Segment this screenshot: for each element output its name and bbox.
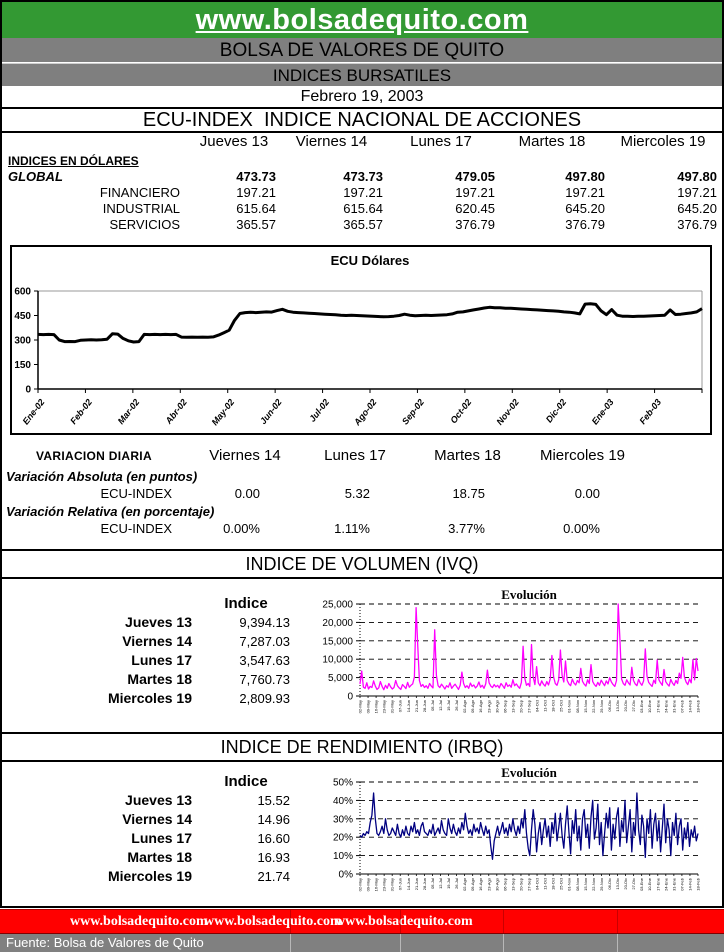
cell: 7,760.73 [239,672,290,687]
col-header: Miercoles 19 [620,133,706,150]
svg-text:20-Sep: 20-Sep [518,700,524,713]
svg-text:26-Jul: 26-Jul [454,700,460,711]
spacer [0,132,190,152]
svg-text:26-Jul: 26-Jul [454,878,460,889]
col-header: Miercoles 19 [539,447,626,464]
col-header: Viernes 14 [295,133,368,150]
row-label: Martes 18 [127,671,192,687]
svg-text:Mar-02: Mar-02 [115,397,142,427]
group-label: INDICES EN DÓLARES [8,154,139,168]
table-row [56,651,296,670]
volume-section-title: INDICE DE VOLUMEN (IVQ) [0,549,724,579]
svg-text:11-Oct: 11-Oct [542,878,548,890]
table-row [0,201,724,217]
svg-text:14-Feb: 14-Feb [687,878,693,891]
cell: 645.20 [565,201,605,216]
svg-text:02-May: 02-May [357,700,363,714]
table-row [56,848,296,867]
svg-text:09-May: 09-May [365,878,371,892]
svg-text:25-Oct: 25-Oct [558,700,564,713]
cell: 0.00% [223,521,260,536]
cell: 197.21 [236,185,276,200]
ivq-evolution-chart [304,586,710,730]
divider [290,934,291,952]
svg-text:17-Ene: 17-Ene [655,878,661,891]
yield-table [56,772,296,886]
col-header: Indice [224,773,268,790]
spacer [56,772,196,791]
cell: 2,809.93 [239,691,290,706]
col-header: Indice [224,595,268,612]
svg-text:06-Sep: 06-Sep [502,878,508,891]
row-label: Viernes 14 [122,633,192,649]
row-label: Miercoles 19 [107,690,192,706]
svg-text:10-Ene: 10-Ene [647,878,653,891]
ecu-dolares-chart [10,245,712,435]
svg-text:Jul-02: Jul-02 [307,397,332,424]
svg-text:Ago-02: Ago-02 [351,397,379,428]
svg-text:06-Dic: 06-Dic [606,700,612,712]
svg-text:Dic-02: Dic-02 [543,397,569,425]
svg-text:Feb-03: Feb-03 [637,397,664,427]
svg-text:02-Ago: 02-Ago [462,700,468,713]
cell: 1.11% [334,521,370,536]
svg-text:23-Ago: 23-Ago [486,700,492,713]
cell: 376.79 [565,217,605,232]
svg-text:22-Nov: 22-Nov [590,878,596,891]
svg-text:19-Jul: 19-Jul [446,878,452,889]
svg-text:25-Oct: 25-Oct [558,878,564,891]
svg-text:300: 300 [14,335,31,347]
svg-text:10,000: 10,000 [322,654,353,666]
cell: 376.79 [455,217,495,232]
svg-text:50%: 50% [332,777,353,789]
svg-text:29-Nov: 29-Nov [598,878,604,891]
volume-table [56,594,296,708]
table-row [56,632,296,651]
svg-text:03-Ene: 03-Ene [639,700,645,713]
table-row [56,829,296,848]
svg-text:Feb-02: Feb-02 [68,397,95,427]
svg-text:27-Sep: 27-Sep [526,878,532,891]
svg-text:19-Jul: 19-Jul [446,700,452,711]
col-header: Lunes 17 [324,447,386,464]
svg-text:25,000: 25,000 [322,599,353,611]
svg-text:30-Ago: 30-Ago [494,700,500,713]
svg-text:20-Dic: 20-Dic [623,700,629,712]
footer-site-link[interactable]: www.bolsadequito.com [204,914,342,929]
table-row [56,689,296,708]
footer-link-bar [0,909,724,934]
svg-text:May-02: May-02 [209,397,237,428]
divider [617,910,618,933]
table-row [0,217,724,233]
svg-text:Jun-02: Jun-02 [257,397,284,427]
svg-text:24-Ene: 24-Ene [663,878,669,891]
svg-text:31-Ene: 31-Ene [671,878,677,891]
svg-text:20-Dic: 20-Dic [623,878,629,890]
svg-text:16-May: 16-May [373,700,379,714]
spacer [56,594,196,613]
table-row [0,520,724,538]
divider [503,934,504,952]
cell: 15.52 [257,793,290,808]
svg-text:18-Oct: 18-Oct [550,700,556,713]
header-banner [2,2,722,38]
cell: 14.96 [257,812,290,827]
relative-variation-label: Variación Relativa (en porcentaje) [6,504,215,519]
svg-text:Evolución: Evolución [501,765,557,780]
report-date: Febrero 19, 2003 [2,86,722,109]
svg-text:27-Sep: 27-Sep [526,700,532,713]
table-row [0,485,724,503]
svg-text:13-Sep: 13-Sep [510,878,516,891]
svg-text:21-Jun: 21-Jun [413,878,419,891]
svg-text:150: 150 [14,360,31,371]
cell: 376.79 [677,217,717,232]
svg-text:ECU Dólares: ECU Dólares [330,253,410,268]
svg-text:Ene-02: Ene-02 [20,397,47,427]
svg-text:10%: 10% [332,851,353,863]
svg-text:07-Feb: 07-Feb [679,878,685,891]
svg-text:28-Jun: 28-Jun [421,878,427,891]
svg-text:01-Nov: 01-Nov [566,700,572,713]
svg-text:07-Jun: 07-Jun [397,878,403,891]
svg-text:07-Jun: 07-Jun [397,700,403,713]
row-label: Martes 18 [127,849,192,865]
svg-text:14-Feb: 14-Feb [687,700,693,713]
table-header-row [56,772,296,791]
cell: 620.45 [455,201,495,216]
report-subtitle: INDICES BURSATILES [2,63,722,86]
divider [503,910,504,933]
source-text: Fuente: Bolsa de Valores de Quito [6,935,204,950]
svg-text:23-Ago: 23-Ago [486,878,492,891]
cell: 365.57 [343,217,383,232]
ecu-chart-canvas [12,247,710,438]
svg-text:27-Dic: 27-Dic [631,878,637,890]
svg-text:14-Jun: 14-Jun [405,878,411,891]
svg-text:20%: 20% [332,832,353,844]
divider [290,910,291,933]
row-label: Lunes 17 [131,652,192,668]
row-label: FINANCIERO [99,185,180,200]
row-label: SERVICIOS [109,217,180,232]
svg-text:18-Feb: 18-Feb [695,700,701,713]
svg-text:Abr-02: Abr-02 [163,397,189,426]
svg-text:16-May: 16-May [373,878,379,892]
svg-text:600: 600 [14,286,31,298]
cell: 479.05 [455,169,495,184]
row-label: GLOBAL [8,169,63,184]
cell: 16.93 [257,850,290,865]
site-link[interactable]: www.bolsadequito.com [195,4,529,36]
svg-text:Sep-02: Sep-02 [399,397,427,427]
cell: 197.21 [455,185,495,200]
svg-text:05-Jul: 05-Jul [429,878,435,889]
table-header-row [56,594,296,613]
svg-text:03-Ene: 03-Ene [639,878,645,891]
variacion-section [0,444,724,538]
svg-text:02-Ago: 02-Ago [462,878,468,891]
svg-text:18-Feb: 18-Feb [695,878,701,891]
absolute-variation-label: Variación Absoluta (en puntos) [6,469,198,484]
svg-text:0: 0 [25,384,31,396]
cell: 365.57 [236,217,276,232]
cell: 9,394.13 [239,615,290,630]
variacion-title: VARIACION DIARIA [36,449,152,463]
cell: 5.32 [344,486,370,501]
svg-text:15-Nov: 15-Nov [582,878,588,891]
cell: 3,547.63 [239,653,290,668]
org-title: BOLSA DE VALORES DE QUITO [2,38,722,62]
yield-section-title: INDICE DE RENDIMIENTO (IRBQ) [0,732,724,762]
col-header: Martes 18 [434,447,501,464]
cell: 18.75 [452,486,485,501]
row-label: Jueves 13 [125,614,192,630]
cell: 197.21 [565,185,605,200]
svg-text:Ene-03: Ene-03 [589,397,616,427]
cell: 197.21 [343,185,383,200]
cell: 615.64 [343,201,383,216]
col-header: Martes 18 [518,133,586,150]
table-row [56,613,296,632]
svg-text:12-Jul: 12-Jul [437,878,443,889]
svg-text:05-Jul: 05-Jul [429,700,435,711]
svg-text:17-Ene: 17-Ene [655,700,661,713]
svg-text:0: 0 [347,691,353,703]
svg-text:07-Feb: 07-Feb [679,700,685,713]
ecu-index-title: ECU-INDEX INDICE NACIONAL DE ACCIONES [2,109,722,133]
cell: 16.60 [257,831,290,846]
svg-text:13-Sep: 13-Sep [510,700,516,713]
svg-text:06-Dic: 06-Dic [606,878,612,890]
ivq-chart-canvas [304,586,710,735]
divider [400,910,401,933]
row-label: Viernes 14 [122,811,192,827]
svg-text:0%: 0% [338,869,353,881]
svg-text:20,000: 20,000 [322,617,353,629]
cell: 0.00% [563,521,600,536]
row-label: Lunes 17 [131,830,192,846]
cell: 197.21 [677,185,717,200]
row-label: ECU-INDEX [100,486,172,501]
footer-site-link[interactable]: www.bolsadequito.com [70,914,208,929]
col-header: Jueves 13 [199,133,269,150]
svg-text:02-May: 02-May [357,878,363,892]
col-header: Viernes 14 [209,447,281,464]
col-header: Lunes 17 [410,133,472,150]
svg-text:Oct-02: Oct-02 [448,397,474,426]
svg-text:30-Ago: 30-Ago [494,878,500,891]
irbq-evolution-chart [304,764,710,908]
svg-text:5,000: 5,000 [327,673,353,685]
irbq-chart-canvas [304,764,710,913]
svg-text:21-Jun: 21-Jun [413,700,419,713]
svg-text:23-May: 23-May [381,700,387,714]
indices-table [0,132,724,233]
svg-text:11-Oct: 11-Oct [542,700,548,712]
table-row [0,169,724,185]
svg-text:13-Dic: 13-Dic [615,700,621,712]
svg-text:31-Ene: 31-Ene [671,700,677,713]
svg-text:18-Oct: 18-Oct [550,878,556,891]
divider [400,934,401,952]
svg-text:09-Ago: 09-Ago [470,700,476,713]
cell: 473.73 [236,169,276,184]
cell: 0.00 [574,486,600,501]
svg-text:04-Oct: 04-Oct [534,700,540,713]
svg-text:30%: 30% [332,814,353,826]
svg-text:16-Ago: 16-Ago [478,700,484,713]
svg-text:24-Ene: 24-Ene [663,700,669,713]
cell: 3.77% [448,521,485,536]
svg-text:31-May: 31-May [389,878,395,892]
table-row [56,670,296,689]
cell: 497.80 [677,169,717,184]
svg-text:20-Sep: 20-Sep [518,878,524,891]
svg-text:27-Dic: 27-Dic [631,700,637,712]
svg-text:08-Nov: 08-Nov [574,700,580,713]
cell: 473.73 [343,169,383,184]
svg-text:28-Jun: 28-Jun [421,700,427,713]
svg-text:08-Nov: 08-Nov [574,878,580,891]
divider [617,934,618,952]
svg-text:Nov-02: Nov-02 [494,397,521,427]
svg-text:01-Nov: 01-Nov [566,878,572,891]
cell: 21.74 [257,869,290,884]
svg-text:10-Ene: 10-Ene [647,700,653,713]
svg-text:Evolución: Evolución [501,587,557,602]
cell: 0.00 [234,486,260,501]
svg-text:09-Ago: 09-Ago [470,878,476,891]
row-label: INDUSTRIAL [102,201,180,216]
row-label: ECU-INDEX [100,521,172,536]
table-row [56,791,296,810]
svg-text:23-May: 23-May [381,878,387,892]
svg-text:450: 450 [14,311,31,322]
svg-text:04-Oct: 04-Oct [534,878,540,891]
svg-text:29-Nov: 29-Nov [598,700,604,713]
svg-text:15,000: 15,000 [322,636,353,648]
cell: 7,287.03 [239,634,290,649]
row-label: Jueves 13 [125,792,192,808]
svg-text:09-May: 09-May [365,700,371,714]
svg-text:22-Nov: 22-Nov [590,700,596,713]
svg-text:15-Nov: 15-Nov [582,700,588,713]
source-bar [0,934,724,952]
table-row [0,185,724,201]
row-label: Miercoles 19 [107,868,192,884]
table-row [56,867,296,886]
indices-header-row [0,132,724,152]
svg-text:13-Dic: 13-Dic [615,878,621,890]
svg-text:40%: 40% [332,795,353,807]
cell: 497.80 [565,169,605,184]
cell: 615.64 [236,201,276,216]
table-row [56,810,296,829]
cell: 645.20 [677,201,717,216]
svg-text:14-Jun: 14-Jun [405,700,411,713]
footer-site-link[interactable]: www.bolsadequito.com [335,914,473,929]
variacion-header-row [0,444,724,468]
svg-text:12-Jul: 12-Jul [437,700,443,711]
svg-text:16-Ago: 16-Ago [478,878,484,891]
svg-text:31-May: 31-May [389,700,395,714]
svg-text:06-Sep: 06-Sep [502,700,508,713]
